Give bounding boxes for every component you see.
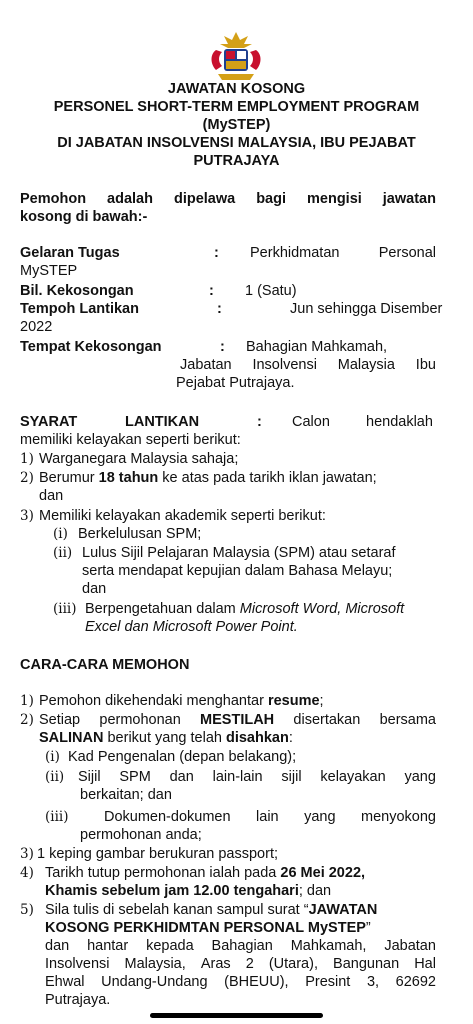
sub-item-cont: serta mendapat kepujian dalam Bahasa Melayu; bbox=[82, 563, 393, 579]
sub-number: (i) bbox=[53, 526, 68, 542]
word: Insolvensi bbox=[45, 956, 110, 972]
word: yang bbox=[404, 769, 436, 785]
text-run: : bbox=[288, 730, 293, 746]
list-item-cont bbox=[45, 973, 436, 991]
word: lain bbox=[256, 809, 279, 825]
sub-number: (ii) bbox=[45, 769, 65, 785]
text-run: Tarikh tutup permohonan ialah pada bbox=[45, 865, 281, 881]
tempoh-label: Tempoh Lantikan bbox=[20, 301, 139, 317]
tempat-value-line bbox=[180, 356, 436, 374]
list-item-cont bbox=[45, 919, 371, 937]
word: Pemohon bbox=[20, 191, 87, 207]
list-number: 2) bbox=[20, 470, 34, 486]
text-run: Berpengetahuan dalam bbox=[85, 601, 240, 617]
syarat-text-word: Calon bbox=[292, 414, 330, 430]
text-run-bold: disahkan bbox=[225, 730, 289, 746]
syarat-text-cont: memiliki kelayakan seperti berikut: bbox=[20, 432, 241, 448]
list-item-text bbox=[39, 469, 377, 487]
list-number: 5) bbox=[20, 902, 34, 918]
sub-item-text bbox=[78, 768, 436, 786]
sub-number: (iii) bbox=[53, 601, 77, 617]
sub-item-cont: dan bbox=[82, 581, 107, 597]
list-number: 4) bbox=[20, 865, 34, 881]
sub-number: (iii) bbox=[45, 809, 69, 825]
list-item-text bbox=[45, 864, 365, 882]
list-item-cont bbox=[45, 937, 436, 955]
text-run: ; dan bbox=[298, 883, 332, 899]
tempat-value-line: Pejabat Putrajaya. bbox=[176, 375, 295, 391]
text-run: ; bbox=[319, 693, 324, 709]
tempoh-colon: : bbox=[217, 301, 222, 317]
cara-heading: CARA-CARA MEMOHON bbox=[20, 657, 190, 673]
sub-item-text bbox=[85, 600, 404, 618]
text-run-bold: SALINAN bbox=[39, 730, 104, 746]
text-run: Pemohon dikehendaki menghantar bbox=[39, 693, 268, 709]
syarat-text-word: hendaklah bbox=[366, 414, 433, 430]
text-run-bold: resume bbox=[267, 693, 320, 709]
word: Presint bbox=[305, 974, 351, 990]
word: SPM bbox=[119, 769, 151, 785]
tempoh-value: Jun sehingga Disember bbox=[290, 301, 443, 317]
list-number: 3) bbox=[20, 508, 34, 524]
sub-number: (i) bbox=[45, 749, 60, 765]
word: adalah bbox=[107, 191, 153, 207]
word: menyokong bbox=[361, 809, 436, 825]
title-line: PERSONEL SHORT-TERM EMPLOYMENT PROGRAM bbox=[53, 99, 420, 115]
title-line: PUTRAJAYA bbox=[193, 153, 280, 169]
sub-item-cont: Excel dan Microsoft Power Point. bbox=[85, 619, 298, 635]
word: (BHEUU), bbox=[224, 974, 289, 990]
word: 62692 bbox=[395, 974, 436, 990]
word: Bangunan bbox=[333, 956, 400, 972]
bil-value: 1 (Satu) bbox=[245, 283, 297, 299]
text-run: ” bbox=[365, 920, 371, 936]
word: Aras bbox=[200, 956, 231, 972]
word: bagi bbox=[256, 191, 287, 207]
word: Jabatan bbox=[384, 938, 436, 954]
word: disertakan bbox=[293, 712, 361, 728]
word: lain-lain bbox=[212, 769, 263, 785]
text-run-italic: Microsoft Word, Microsoft bbox=[239, 601, 405, 617]
title-line: DI JABATAN INSOLVENSI MALAYSIA, IBU PEJABAT bbox=[57, 135, 416, 151]
gelaran-label: Gelaran Tugas bbox=[20, 245, 120, 261]
word: Dokumen-dokumen bbox=[104, 809, 231, 825]
syarat-heading-word: LANTIKAN bbox=[125, 414, 200, 430]
list-item-text: Warganegara Malaysia sahaja; bbox=[39, 451, 239, 467]
text-run: berikut yang telah bbox=[103, 730, 226, 746]
list-number: 2) bbox=[20, 712, 34, 728]
text-run-bold: 26 Mei 2022, bbox=[280, 865, 366, 881]
word: Malaysia bbox=[337, 357, 395, 373]
word: Malaysia, bbox=[124, 956, 186, 972]
word: (Utara), bbox=[268, 956, 318, 972]
word: Mahkamah, bbox=[290, 938, 367, 954]
list-number: 1) bbox=[20, 451, 34, 467]
text-run-bold: 18 tahun bbox=[98, 470, 159, 486]
list-item-cont bbox=[45, 882, 331, 900]
word: dan bbox=[45, 938, 70, 954]
word: Sijil bbox=[78, 769, 101, 785]
word: 2 bbox=[245, 956, 254, 972]
tempoh-value-cont: 2022 bbox=[20, 319, 53, 335]
word: yang bbox=[304, 809, 336, 825]
gelaran-value bbox=[250, 244, 436, 262]
word: mengisi bbox=[307, 191, 362, 207]
text-run-bold: Khamis sebelum jam 12.00 tengahari bbox=[45, 883, 299, 899]
gelaran-value-cont: MySTEP bbox=[20, 263, 78, 279]
list-item-text bbox=[45, 901, 377, 919]
tempat-colon: : bbox=[220, 339, 225, 355]
sub-item-cont: berkaitan; dan bbox=[80, 787, 172, 803]
word: sijil bbox=[281, 769, 302, 785]
word: 3, bbox=[366, 974, 380, 990]
list-number: 1) bbox=[20, 693, 34, 709]
intro-line bbox=[20, 190, 436, 208]
list-item-cont: dan bbox=[39, 488, 64, 504]
list-item-text bbox=[39, 692, 324, 710]
malaysia-coat-of-arms-icon bbox=[204, 30, 268, 82]
list-item-text: Memiliki kelayakan akademik seperti berikut: bbox=[39, 508, 326, 524]
sub-item-text: Lulus Sijil Pelajaran Malaysia (SPM) atau setaraf bbox=[82, 545, 396, 561]
list-number: 3) bbox=[20, 846, 34, 862]
text-run: Berumur bbox=[39, 470, 99, 486]
word: dan bbox=[169, 769, 194, 785]
text-run: Sila tulis di sebelah kanan sampul surat “ bbox=[45, 902, 309, 918]
syarat-colon: : bbox=[257, 414, 262, 430]
intro-line: kosong di bawah:- bbox=[20, 209, 148, 225]
syarat-heading-word: SYARAT bbox=[20, 414, 78, 430]
word: Jabatan bbox=[180, 357, 232, 373]
word: Ibu bbox=[415, 357, 436, 373]
word: Setiap bbox=[39, 712, 81, 728]
list-item-cont bbox=[39, 729, 293, 747]
word: dipelawa bbox=[173, 191, 236, 207]
word: Undang-Undang bbox=[101, 974, 208, 990]
text-run-bold: JAWATAN bbox=[308, 902, 378, 918]
word: jawatan bbox=[382, 191, 436, 207]
word: Insolvensi bbox=[252, 357, 317, 373]
sub-item-text: Kad Pengenalan (depan belakang); bbox=[68, 749, 297, 765]
tempat-value: Bahagian Mahkamah, bbox=[246, 339, 388, 355]
word: Perkhidmatan bbox=[250, 245, 340, 261]
word: kepada bbox=[146, 938, 194, 954]
title-line: JAWATAN KOSONG bbox=[167, 81, 306, 97]
bil-colon: : bbox=[209, 283, 214, 299]
text-run-bold: KOSONG PERKHIDMTAN PERSONAL MySTEP bbox=[45, 920, 366, 936]
gelaran-colon: : bbox=[214, 245, 219, 261]
word: Bahagian bbox=[211, 938, 273, 954]
title-line: (MySTEP) bbox=[202, 117, 271, 133]
home-indicator[interactable] bbox=[150, 1013, 323, 1018]
word-bold: MESTILAH bbox=[200, 712, 275, 728]
sub-item-cont: permohonan anda; bbox=[80, 827, 202, 843]
sub-item-text bbox=[104, 808, 436, 826]
word: Personal bbox=[378, 245, 436, 261]
list-item-cont bbox=[45, 955, 436, 973]
tempat-label: Tempat Kekosongan bbox=[20, 339, 162, 355]
text-run: ke atas pada tarikh iklan jawatan; bbox=[158, 470, 377, 486]
word: Hal bbox=[414, 956, 436, 972]
word: kelayakan bbox=[320, 769, 386, 785]
word: hantar bbox=[87, 938, 129, 954]
list-item-text bbox=[39, 711, 436, 729]
word: bersama bbox=[379, 712, 436, 728]
sub-number: (ii) bbox=[53, 545, 73, 561]
sub-item-text: Berkelulusan SPM; bbox=[78, 526, 202, 542]
list-item-text: 1 keping gambar berukuran passport; bbox=[37, 846, 279, 862]
list-item-cont: Putrajaya. bbox=[45, 992, 111, 1008]
bil-label: Bil. Kekosongan bbox=[20, 283, 134, 299]
word: permohonan bbox=[99, 712, 181, 728]
word: Ehwal bbox=[45, 974, 85, 990]
